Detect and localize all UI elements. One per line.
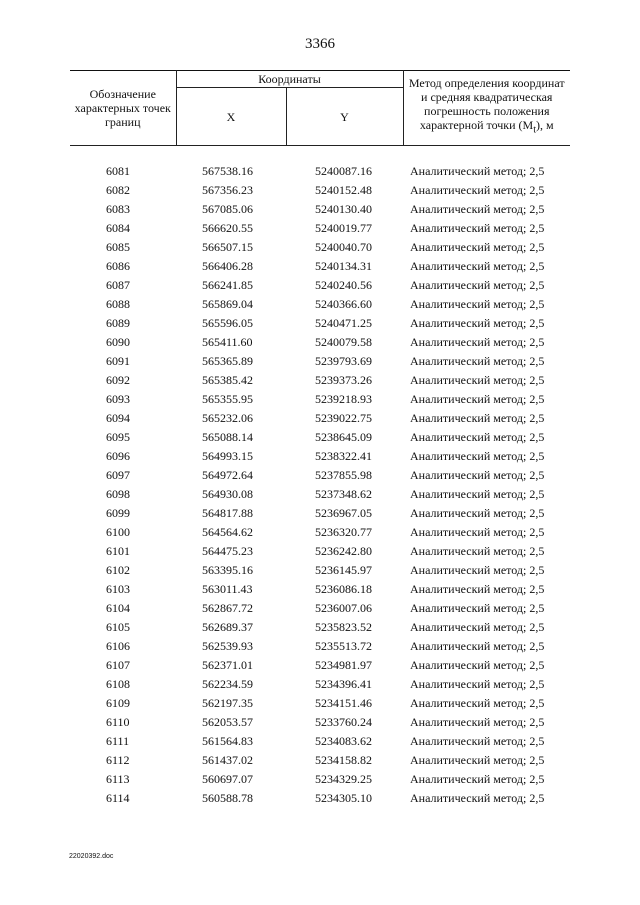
point-cell: 6094: [106, 411, 130, 425]
y-coordinate-cell: 5237348.62: [315, 487, 372, 501]
table-row: [70, 390, 570, 409]
x-coordinate-cell: 564993.15: [202, 449, 253, 463]
y-coordinate-cell: 5238645.09: [315, 430, 372, 444]
point-cell: 6113: [106, 772, 130, 786]
method-cell: Аналитический метод; 2,5: [410, 601, 545, 615]
y-coordinate-cell: 5236145.97: [315, 563, 372, 577]
y-coordinate-cell: 5240471.25: [315, 316, 372, 330]
method-cell: Аналитический метод; 2,5: [410, 582, 545, 596]
x-coordinate-cell: 560588.78: [202, 791, 253, 805]
x-coordinate-cell: 566241.85: [202, 278, 253, 292]
table-row: [70, 580, 570, 599]
method-cell: Аналитический метод; 2,5: [410, 392, 545, 406]
x-coordinate-cell: 561437.02: [202, 753, 253, 767]
x-coordinate-cell: 566620.55: [202, 221, 253, 235]
point-cell: 6087: [106, 278, 130, 292]
table-row: [70, 713, 570, 732]
boundary-points-table: [70, 70, 570, 808]
x-coordinate-cell: 565385.42: [202, 373, 253, 387]
header-method-suffix: ), м: [536, 118, 554, 133]
table-row: [70, 542, 570, 561]
y-coordinate-cell: 5236242.80: [315, 544, 372, 558]
point-cell: 6091: [106, 354, 130, 368]
x-coordinate-cell: 561564.83: [202, 734, 253, 748]
point-cell: 6082: [106, 183, 130, 197]
method-cell: Аналитический метод; 2,5: [410, 791, 545, 805]
x-coordinate-cell: 565411.60: [202, 335, 253, 349]
y-coordinate-cell: 5237855.98: [315, 468, 372, 482]
method-cell: Аналитический метод; 2,5: [410, 221, 545, 235]
x-coordinate-cell: 566406.28: [202, 259, 253, 273]
table-row: [70, 162, 570, 181]
x-coordinate-cell: 565365.89: [202, 354, 253, 368]
point-cell: 6088: [106, 297, 130, 311]
method-cell: Аналитический метод; 2,5: [410, 563, 545, 577]
header-method: [403, 71, 570, 146]
x-coordinate-cell: 562867.72: [202, 601, 253, 615]
x-coordinate-cell: 564475.23: [202, 544, 253, 558]
point-cell: 6104: [106, 601, 130, 615]
y-coordinate-cell: 5234083.62: [315, 734, 372, 748]
point-cell: 6101: [106, 544, 130, 558]
method-cell: Аналитический метод; 2,5: [410, 164, 545, 178]
x-coordinate-cell: 565088.14: [202, 430, 253, 444]
method-cell: Аналитический метод; 2,5: [410, 449, 545, 463]
table-row: [70, 751, 570, 770]
method-cell: Аналитический метод; 2,5: [410, 487, 545, 501]
y-coordinate-cell: 5235823.52: [315, 620, 372, 634]
method-cell: Аналитический метод; 2,5: [410, 696, 545, 710]
method-cell: Аналитический метод; 2,5: [410, 506, 545, 520]
point-cell: 6089: [106, 316, 130, 330]
method-cell: Аналитический метод; 2,5: [410, 373, 545, 387]
point-cell: 6112: [106, 753, 130, 767]
header-point-label: Обозначение характерных точек границ: [70, 71, 176, 146]
y-coordinate-cell: 5240152.48: [315, 183, 372, 197]
x-coordinate-cell: 565869.04: [202, 297, 253, 311]
y-coordinate-cell: 5236967.05: [315, 506, 372, 520]
x-coordinate-cell: 563395.16: [202, 563, 253, 577]
table-header: [70, 71, 570, 146]
point-cell: 6085: [106, 240, 130, 254]
y-coordinate-cell: 5240019.77: [315, 221, 372, 235]
table-row: [70, 732, 570, 751]
x-coordinate-cell: 560697.07: [202, 772, 253, 786]
x-coordinate-cell: 565596.05: [202, 316, 253, 330]
table-row: [70, 675, 570, 694]
x-coordinate-cell: 564972.64: [202, 468, 253, 482]
method-cell: Аналитический метод; 2,5: [410, 259, 545, 273]
table-row: [70, 789, 570, 808]
table-row: [70, 276, 570, 295]
y-coordinate-cell: 5240087.16: [315, 164, 372, 178]
y-coordinate-cell: 5240366.60: [315, 297, 372, 311]
table-row: [70, 371, 570, 390]
method-cell: Аналитический метод; 2,5: [410, 677, 545, 691]
method-cell: Аналитический метод; 2,5: [410, 202, 545, 216]
point-cell: 6100: [106, 525, 130, 539]
point-cell: 6103: [106, 582, 130, 596]
x-coordinate-cell: 562053.57: [202, 715, 253, 729]
x-coordinate-cell: 562371.01: [202, 658, 253, 672]
y-coordinate-cell: 5234396.41: [315, 677, 372, 691]
y-coordinate-cell: 5239373.26: [315, 373, 372, 387]
table-row: [70, 694, 570, 713]
x-coordinate-cell: 562539.93: [202, 639, 253, 653]
header-method-text: Метод определения координат и средняя квадратическая погрешность положения характерной точки (M: [408, 76, 565, 133]
x-coordinate-cell: 562689.37: [202, 620, 253, 634]
table-row: [70, 770, 570, 789]
x-coordinate-cell: 564817.88: [202, 506, 253, 520]
y-coordinate-cell: 5239022.75: [315, 411, 372, 425]
table-row: [70, 409, 570, 428]
y-coordinate-cell: 5240040.70: [315, 240, 372, 254]
y-coordinate-cell: 5234158.82: [315, 753, 372, 767]
method-cell: Аналитический метод; 2,5: [410, 430, 545, 444]
table-row: [70, 333, 570, 352]
y-coordinate-cell: 5236086.18: [315, 582, 372, 596]
method-cell: Аналитический метод; 2,5: [410, 468, 545, 482]
header-x: X: [176, 88, 286, 146]
y-coordinate-cell: 5233760.24: [315, 715, 372, 729]
method-cell: Аналитический метод; 2,5: [410, 715, 545, 729]
point-cell: 6086: [106, 259, 130, 273]
point-cell: 6099: [106, 506, 130, 520]
page-number: 3366: [305, 36, 335, 52]
point-cell: 6084: [106, 221, 130, 235]
x-coordinate-cell: 564930.08: [202, 487, 253, 501]
y-coordinate-cell: 5236007.06: [315, 601, 372, 615]
footer-file-name: 22020392.doc: [69, 853, 114, 860]
table-body: [70, 146, 570, 809]
x-coordinate-cell: 565355.95: [202, 392, 253, 406]
point-cell: 6108: [106, 677, 130, 691]
method-cell: Аналитический метод; 2,5: [410, 278, 545, 292]
table-row: [70, 656, 570, 675]
x-coordinate-cell: 564564.62: [202, 525, 253, 539]
table-row: [70, 485, 570, 504]
x-coordinate-cell: 567538.16: [202, 164, 253, 178]
method-cell: Аналитический метод; 2,5: [410, 354, 545, 368]
method-cell: Аналитический метод; 2,5: [410, 772, 545, 786]
y-coordinate-cell: 5234305.10: [315, 791, 372, 805]
x-coordinate-cell: 565232.06: [202, 411, 253, 425]
y-coordinate-cell: 5240134.31: [315, 259, 372, 273]
x-coordinate-cell: 562197.35: [202, 696, 253, 710]
y-coordinate-cell: 5234981.97: [315, 658, 372, 672]
method-cell: Аналитический метод; 2,5: [410, 658, 545, 672]
method-cell: Аналитический метод; 2,5: [410, 240, 545, 254]
x-coordinate-cell: 567356.23: [202, 183, 253, 197]
table-row: [70, 352, 570, 371]
y-coordinate-cell: 5239218.93: [315, 392, 372, 406]
x-coordinate-cell: 563011.43: [202, 582, 253, 596]
table-row: [70, 219, 570, 238]
table-row: [70, 523, 570, 542]
table-row: [70, 504, 570, 523]
point-cell: 6110: [106, 715, 130, 729]
header-method-subscript: t: [533, 124, 536, 136]
table-row: [70, 637, 570, 656]
header-y: Y: [286, 88, 403, 146]
point-cell: 6093: [106, 392, 130, 406]
method-cell: Аналитический метод; 2,5: [410, 753, 545, 767]
method-cell: Аналитический метод; 2,5: [410, 297, 545, 311]
point-cell: 6109: [106, 696, 130, 710]
point-cell: 6098: [106, 487, 130, 501]
y-coordinate-cell: 5238322.41: [315, 449, 372, 463]
method-cell: Аналитический метод; 2,5: [410, 525, 545, 539]
table-row: [70, 200, 570, 219]
point-cell: 6105: [106, 620, 130, 634]
y-coordinate-cell: 5240079.58: [315, 335, 372, 349]
point-cell: 6106: [106, 639, 130, 653]
table-row: [70, 466, 570, 485]
table-row: [70, 599, 570, 618]
method-cell: Аналитический метод; 2,5: [410, 411, 545, 425]
method-cell: Аналитический метод; 2,5: [410, 544, 545, 558]
table-row: [70, 561, 570, 580]
y-coordinate-cell: 5236320.77: [315, 525, 372, 539]
x-coordinate-cell: 567085.06: [202, 202, 253, 216]
y-coordinate-cell: 5234329.25: [315, 772, 372, 786]
method-cell: Аналитический метод; 2,5: [410, 620, 545, 634]
y-coordinate-cell: 5239793.69: [315, 354, 372, 368]
table-row: [70, 295, 570, 314]
y-coordinate-cell: 5235513.72: [315, 639, 372, 653]
point-cell: 6081: [106, 164, 130, 178]
y-coordinate-cell: 5240130.40: [315, 202, 372, 216]
table-row: [70, 447, 570, 466]
table-row: [70, 181, 570, 200]
table-row: [70, 238, 570, 257]
point-cell: 6095: [106, 430, 130, 444]
point-cell: 6111: [106, 734, 130, 748]
method-cell: Аналитический метод; 2,5: [410, 335, 545, 349]
point-cell: 6090: [106, 335, 130, 349]
point-cell: 6097: [106, 468, 130, 482]
y-coordinate-cell: 5240240.56: [315, 278, 372, 292]
point-cell: 6092: [106, 373, 130, 387]
x-coordinate-cell: 562234.59: [202, 677, 253, 691]
point-cell: 6107: [106, 658, 130, 672]
point-cell: 6114: [106, 791, 130, 805]
method-cell: Аналитический метод; 2,5: [410, 183, 545, 197]
point-cell: 6096: [106, 449, 130, 463]
table-row: [70, 314, 570, 333]
point-cell: 6083: [106, 202, 130, 216]
point-cell: 6102: [106, 563, 130, 577]
y-coordinate-cell: 5234151.46: [315, 696, 372, 710]
table-row: [70, 428, 570, 447]
method-cell: Аналитический метод; 2,5: [410, 639, 545, 653]
x-coordinate-cell: 566507.15: [202, 240, 253, 254]
method-cell: Аналитический метод; 2,5: [410, 316, 545, 330]
method-cell: Аналитический метод; 2,5: [410, 734, 545, 748]
table-row: [70, 257, 570, 276]
table-row: [70, 618, 570, 637]
header-coordinates-group: Координаты: [176, 71, 403, 88]
